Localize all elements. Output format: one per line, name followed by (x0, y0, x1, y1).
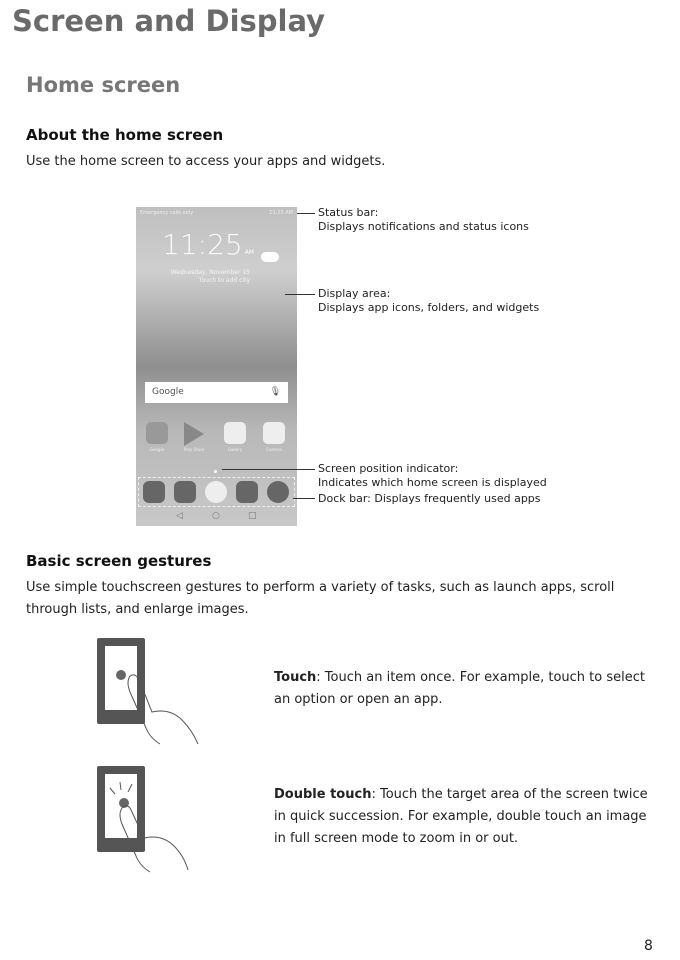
gestures-heading: Basic screen gestures (26, 552, 212, 570)
page-number: 8 (644, 938, 653, 954)
annotation-dock-bar: Dock bar: Displays frequently used apps (318, 492, 541, 505)
date-text: Wednesday, November 15 (170, 269, 250, 276)
app-drawer-icon (205, 481, 227, 503)
app-label: Play Store (183, 447, 205, 452)
hand-icon (120, 668, 205, 748)
messages-app-icon (236, 481, 258, 503)
annotation-desc: Displays app icons, folders, and widgets (318, 301, 540, 314)
app-icon-google (146, 422, 168, 444)
annotation-desc: Displays notifications and status icons (318, 220, 529, 233)
callout-line (297, 213, 315, 214)
gesture-term: Touch (274, 670, 317, 685)
clock-widget (162, 228, 254, 261)
app-label: Gallery (227, 447, 243, 452)
status-left: Emergency calls only (140, 210, 194, 216)
hand-tap-icon (108, 780, 208, 875)
gesture-term: Double touch (274, 787, 372, 802)
app-label: Google (149, 447, 165, 452)
about-heading: About the home screen (26, 126, 224, 144)
callout-line (285, 294, 315, 295)
chrome-app-icon (267, 481, 289, 503)
about-text: Use the home screen to access your apps and widgets. (26, 154, 386, 169)
phone-app-icon (143, 481, 165, 503)
status-time: 11:25 AM (269, 210, 293, 216)
annotation-status-bar (318, 206, 529, 234)
callout-line (293, 498, 315, 499)
annotation-title: Display area: (318, 287, 391, 300)
annotation-title: Screen position indicator: (318, 462, 459, 475)
mic-icon: 🎙 (269, 387, 281, 397)
chapter-title: Screen and Display (12, 4, 326, 38)
gesture-text: : Touch the target area of the screen twice in quick succession. For example, double touch an image in full screen mode to zoom in or out. (274, 787, 648, 846)
page-indicator-dot (214, 470, 217, 473)
search-label: Google (152, 387, 184, 397)
clock-date (150, 269, 250, 285)
app-icon-gallery (224, 422, 246, 444)
city-text: Touch to add city (198, 277, 250, 284)
app-icon-camera (263, 422, 285, 444)
nav-recent-icon: □ (248, 511, 257, 521)
app-label: Camera (266, 447, 282, 452)
section-title: Home screen (26, 73, 181, 97)
annotation-screen-position (318, 462, 547, 490)
google-search-bar (145, 382, 288, 403)
gesture-text: : Touch an item once. For example, touch to select an option or open an app. (274, 670, 645, 707)
clock: 11:25 (162, 228, 243, 261)
weather-icon (261, 252, 279, 262)
nav-back-icon: ◁ (176, 511, 183, 521)
home-screen-screenshot (136, 207, 297, 526)
double-touch-description (274, 784, 654, 850)
app-icon-play-store (184, 422, 204, 446)
gestures-intro: Use simple touchscreen gestures to perform a variety of tasks, such as launch apps, scroll through lists, and enlarge images. (26, 580, 615, 617)
callout-line (222, 469, 315, 470)
annotation-display-area (318, 287, 539, 315)
touch-description (274, 667, 654, 711)
nav-home-icon: ○ (212, 511, 220, 521)
annotation-title: Status bar: (318, 206, 379, 219)
annotation-desc: Indicates which home screen is displayed (318, 476, 547, 489)
contacts-app-icon (174, 481, 196, 503)
clock-ampm: AM (244, 249, 254, 256)
status-bar (136, 207, 297, 219)
